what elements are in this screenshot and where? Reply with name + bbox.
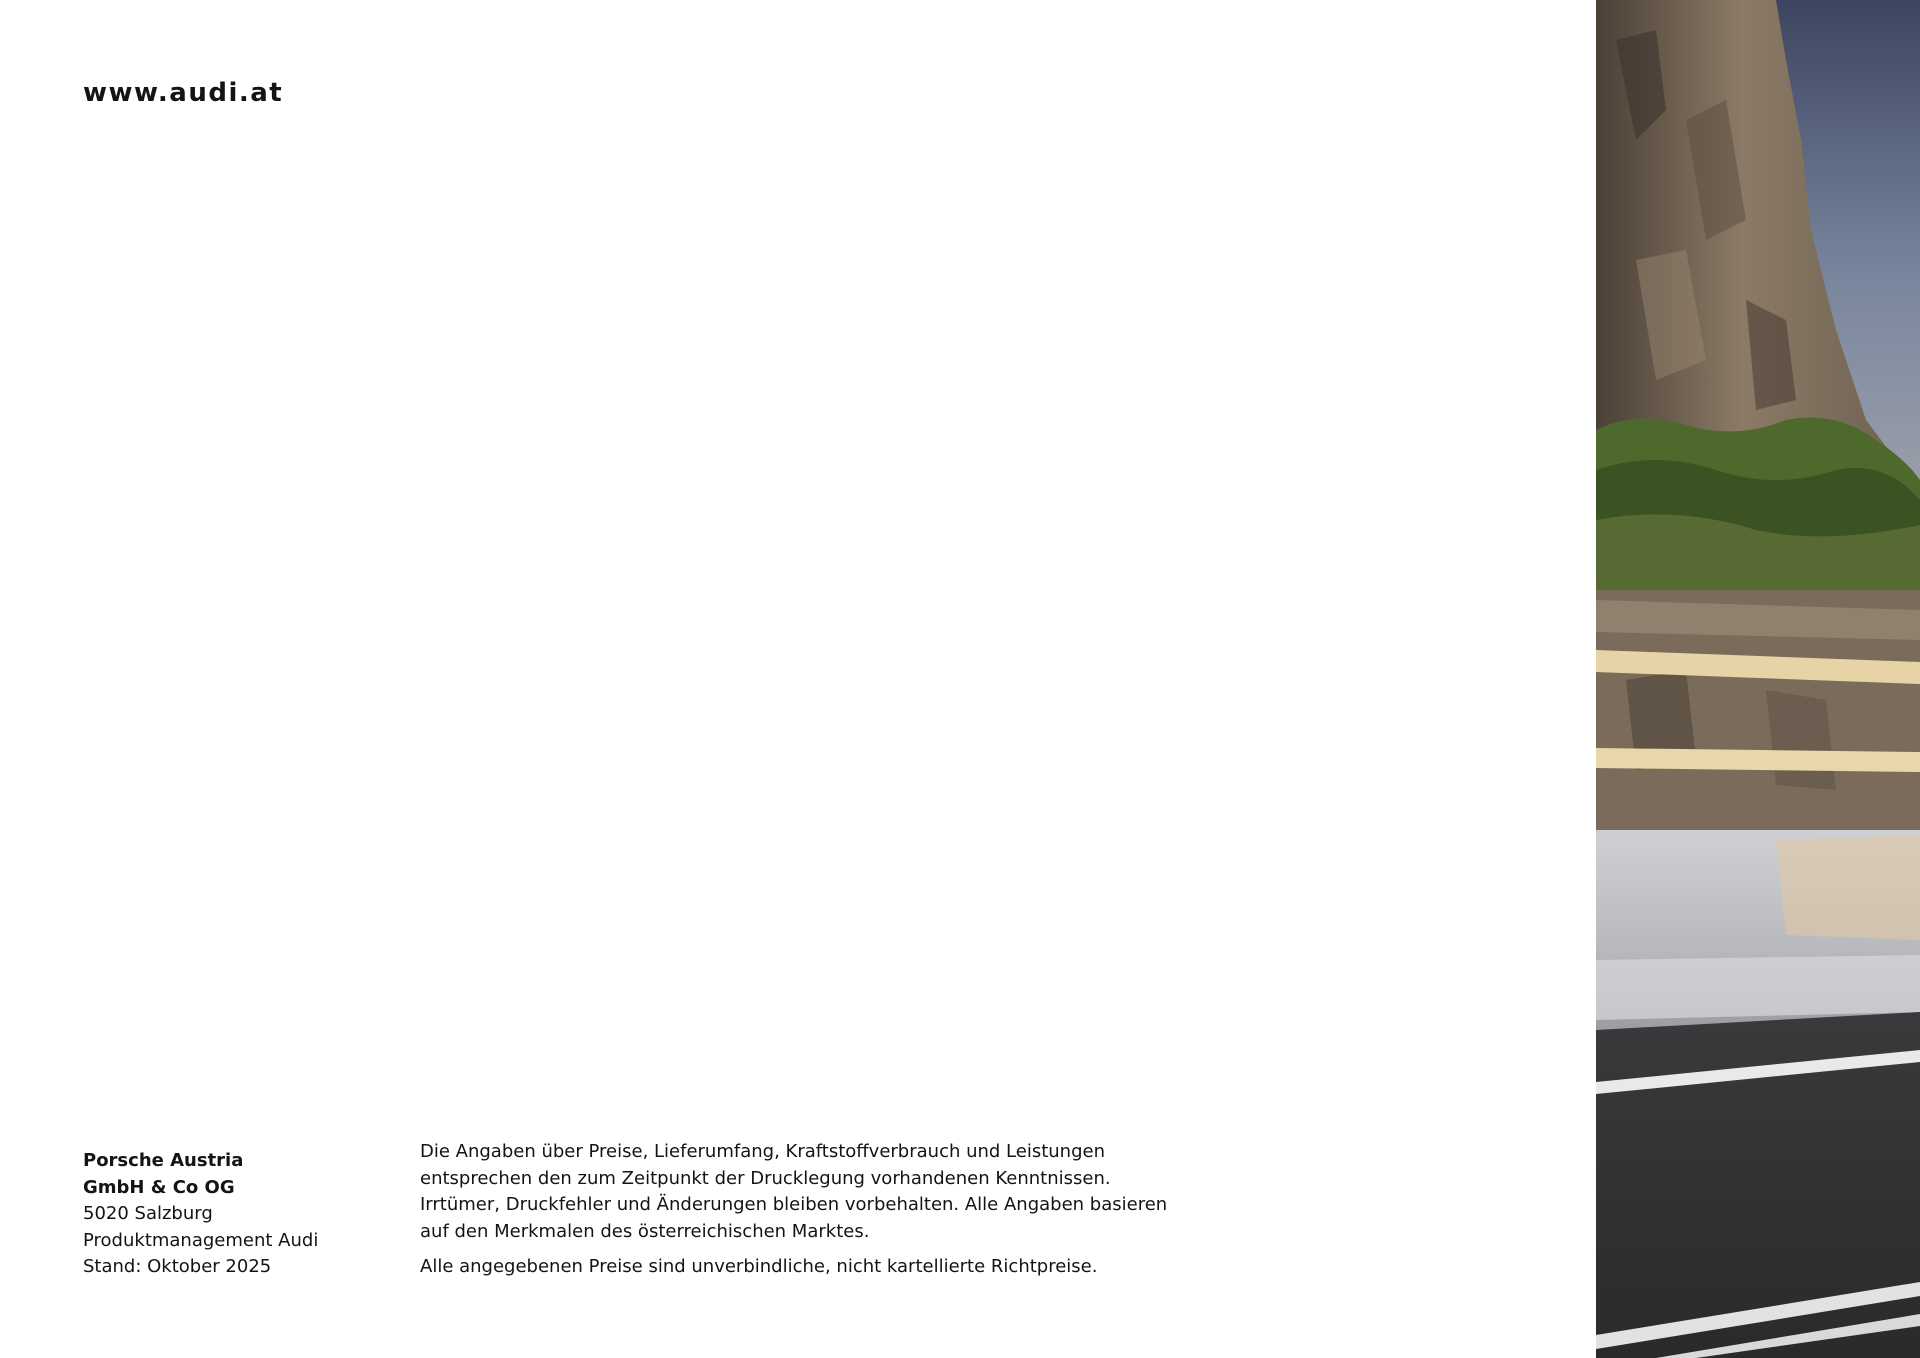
disclaimer-paragraph-1	[420, 1139, 1168, 1245]
company-name-line-2: GmbH & Co OG	[83, 1176, 235, 1198]
disclaimer-line: auf den Merkmalen des österreichischen Marktes.	[420, 1220, 870, 1242]
company-department: Produktmanagement Audi	[83, 1229, 319, 1251]
company-name-line-1: Porsche Austria	[83, 1150, 244, 1171]
legal-disclaimer	[420, 1139, 1168, 1281]
disclaimer-line: entsprechen den zum Zeitpunkt der Drucklegung vorhandenen Kenntnissen.	[420, 1167, 1111, 1189]
disclaimer-line: Irrtümer, Druckfehler und Änderungen bleiben vorbehalten. Alle Angaben basieren	[420, 1194, 1168, 1215]
website-url[interactable]: www.audi.at	[83, 78, 284, 108]
disclaimer-paragraph-2: Alle angegebenen Preise sind unverbindliche, nicht kartellierte Richtpreise.	[420, 1256, 1098, 1277]
imprint-block	[83, 1148, 318, 1281]
coastal-road-illustration	[1596, 0, 1920, 1358]
cover-photo-coastal-road	[1596, 0, 1920, 1358]
edition-date: Stand: Oktober 2025	[83, 1256, 272, 1277]
company-city: 5020 Salzburg	[83, 1203, 213, 1224]
disclaimer-line: Die Angaben über Preise, Lieferumfang, Kraftstoffverbrauch und Leistungen	[420, 1141, 1106, 1162]
